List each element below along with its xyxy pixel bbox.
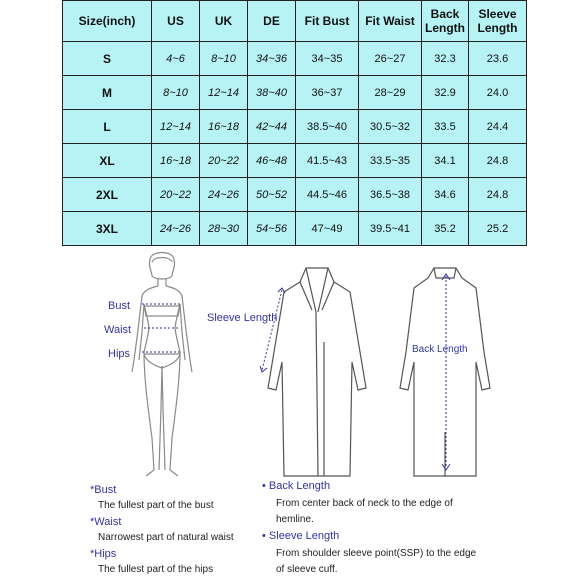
cell-de: 54~56 [248, 212, 296, 246]
cell-fit-bust: 44.5~46 [296, 178, 359, 212]
table-row [63, 212, 527, 246]
cell-fit-bust: 34~35 [296, 42, 359, 76]
header-uk: UK [200, 1, 248, 42]
cell-de: 50~52 [248, 178, 296, 212]
cell-uk: 16~18 [200, 110, 248, 144]
cell-fit-bust: 41.5~43 [296, 144, 359, 178]
waist-label: Waist [104, 324, 132, 336]
cell-fit-waist: 36.5~38 [359, 178, 422, 212]
cell-sleeve-length: 25.2 [469, 212, 527, 246]
cell-sleeve-length: 24.0 [469, 76, 527, 110]
legend-sleeve-length-desc2: of sleeve cuff. [276, 564, 338, 575]
sleeve-length-label: Sleeve Length [207, 312, 278, 324]
cell-fit-waist: 26~27 [359, 42, 422, 76]
hips-label: Hips [108, 348, 131, 360]
cell-us: 8~10 [152, 76, 200, 110]
back-length-label: Back Length [412, 344, 468, 355]
table-row [63, 110, 527, 144]
cell-fit-bust: 38.5~40 [296, 110, 359, 144]
cell-de: 38~40 [248, 76, 296, 110]
table-row [63, 76, 527, 110]
cell-us: 12~14 [152, 110, 200, 144]
legend-hips-desc: The fullest part of the hips [98, 564, 214, 575]
cell-back-length: 32.9 [422, 76, 469, 110]
cell-size: 2XL [63, 178, 152, 212]
cell-size: M [63, 76, 152, 110]
cell-back-length: 33.5 [422, 110, 469, 144]
cell-size: XL [63, 144, 152, 178]
sleeve-length-arrow [258, 286, 298, 386]
header-sleeve-length: Sleeve Length [469, 1, 527, 42]
legend-back-length-desc2: hemline. [276, 514, 314, 525]
table-row [63, 144, 527, 178]
legend-waist-desc: Narrowest part of natural waist [98, 532, 234, 543]
legend-back-length-head: • Back Length [262, 480, 331, 492]
cell-de: 46~48 [248, 144, 296, 178]
cell-back-length: 32.3 [422, 42, 469, 76]
table-row [63, 178, 527, 212]
back-length-arrow [436, 272, 456, 472]
bullet-icon: • [262, 480, 269, 492]
cell-back-length: 34.6 [422, 178, 469, 212]
cell-uk: 8~10 [200, 42, 248, 76]
cell-uk: 20~22 [200, 144, 248, 178]
legend-back-length-desc1: From center back of neck to the edge of [276, 498, 453, 509]
cell-fit-bust: 36~37 [296, 76, 359, 110]
size-chart-table-container [62, 0, 518, 246]
cell-size: S [63, 42, 152, 76]
cell-size: L [63, 110, 152, 144]
cell-uk: 24~26 [200, 178, 248, 212]
cell-us: 16~18 [152, 144, 200, 178]
legend-sleeve-length-head: • Sleeve Length [262, 530, 340, 542]
header-size: Size(inch) [63, 1, 152, 42]
cell-de: 34~36 [248, 42, 296, 76]
cell-sleeve-length: 23.6 [469, 42, 527, 76]
cell-uk: 28~30 [200, 212, 248, 246]
header-back-length: Back Length [422, 1, 469, 42]
body-measurement-lines [132, 298, 192, 378]
cell-fit-waist: 39.5~41 [359, 212, 422, 246]
cell-de: 42~44 [248, 110, 296, 144]
table-header-row [63, 1, 527, 42]
header-fit-bust: Fit Bust [296, 1, 359, 42]
cell-sleeve-length: 24.8 [469, 178, 527, 212]
cell-fit-waist: 33.5~35 [359, 144, 422, 178]
legend-waist-head: *Waist [90, 516, 122, 528]
cell-sleeve-length: 24.4 [469, 110, 527, 144]
legend-hips-head: *Hips [90, 548, 117, 560]
measurement-illustrations [0, 246, 580, 580]
bullet-icon: • [262, 530, 269, 542]
cell-back-length: 34.1 [422, 144, 469, 178]
legend-sleeve-length-desc1: From shoulder sleeve point(SSP) to the edge [276, 548, 477, 559]
header-fit-waist: Fit Waist [359, 1, 422, 42]
table-row [63, 42, 527, 76]
cell-fit-bust: 47~49 [296, 212, 359, 246]
cell-size: 3XL [63, 212, 152, 246]
cell-back-length: 35.2 [422, 212, 469, 246]
header-de: DE [248, 1, 296, 42]
header-us: US [152, 1, 200, 42]
cell-fit-waist: 30.5~32 [359, 110, 422, 144]
size-chart-table [62, 0, 527, 246]
bust-label: Bust [108, 300, 131, 312]
legend-bust-desc: The fullest part of the bust [98, 500, 214, 511]
legend-bust-head: *Bust [90, 484, 117, 496]
cell-sleeve-length: 24.8 [469, 144, 527, 178]
cell-uk: 12~14 [200, 76, 248, 110]
cell-fit-waist: 28~29 [359, 76, 422, 110]
cell-us: 4~6 [152, 42, 200, 76]
cell-us: 24~26 [152, 212, 200, 246]
cell-us: 20~22 [152, 178, 200, 212]
